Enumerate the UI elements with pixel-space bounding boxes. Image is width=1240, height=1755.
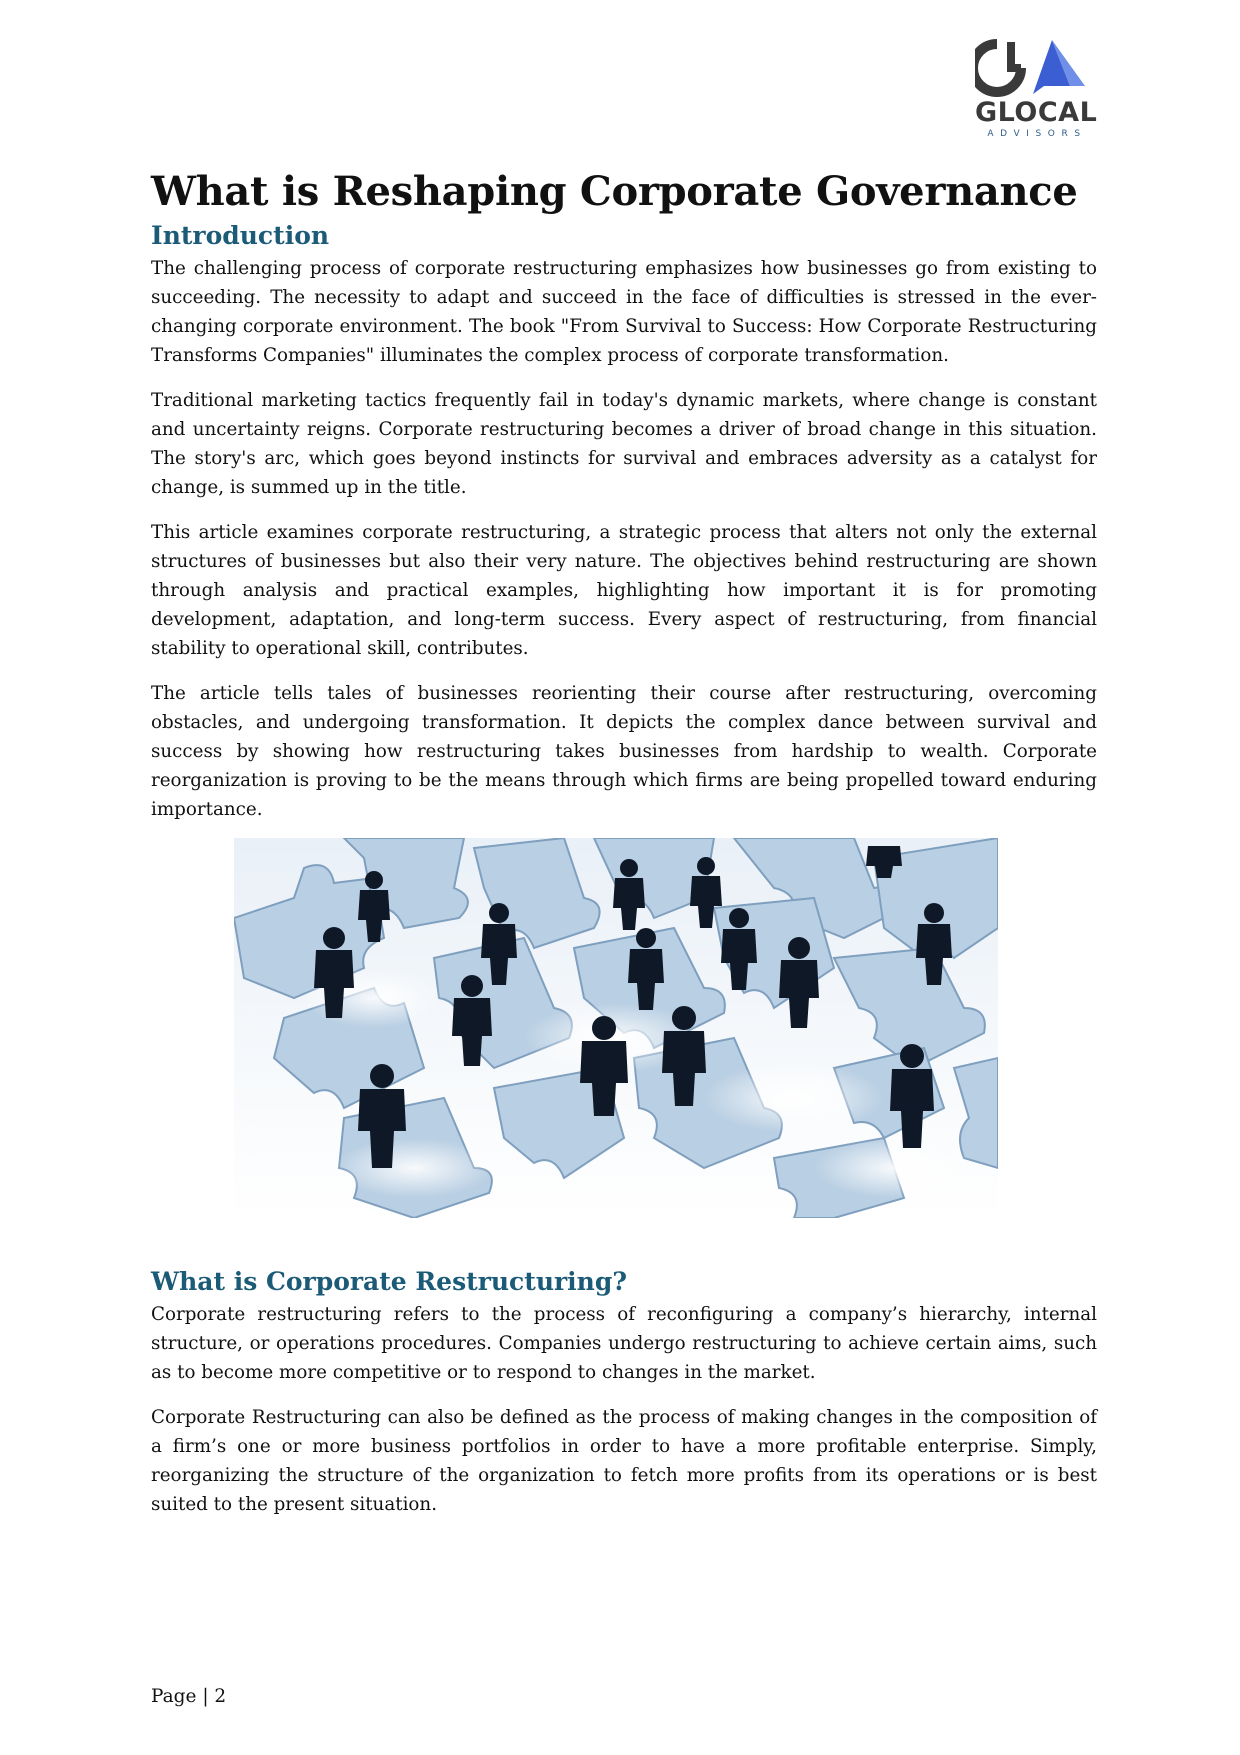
intro-paragraph-1: The challenging process of corporate restructuring emphasizes how businesses go from existing to succeeding. The necessity to adapt and succeed in the face of difficulties is stressed in the ever-changing corporate environment. The book "From Survival to Success: How Corporate Restructuring Transforms Companies" illuminates the complex process of corporate transformation. bbox=[151, 258, 1097, 366]
glocal-advisors-logo-icon bbox=[975, 38, 1095, 100]
document-body bbox=[151, 166, 1097, 1535]
business-people-on-puzzle-pieces-illustration bbox=[234, 838, 998, 1218]
page-title: What is Reshaping Corporate Governance bbox=[151, 168, 1078, 215]
glocal-advisors-logo bbox=[975, 38, 1098, 139]
intro-paragraph-4: The article tells tales of businesses reorienting their course after restructuring, overcoming obstacles, and undergoing transformation. It depicts the complex dance between survival and success by showing how restructuring takes businesses from hardship to wealth. Corporate reorganization is proving to be the means through which firms are being propelled toward enduring importance. bbox=[151, 683, 1097, 820]
section-heading-introduction: Introduction bbox=[151, 221, 330, 250]
restructuring-paragraph-2: Corporate Restructuring can also be defined as the process of making changes in the composition of a firm’s one or more business portfolios in order to have a more profitable enterprise. Simply, reorganizing the structure of the organization to fetch more profits from its operations or is best suited to the present situation. bbox=[151, 1407, 1097, 1515]
logo-wordmark: GLOCAL bbox=[975, 97, 1098, 128]
section-heading-corporate-restructuring: What is Corporate Restructuring? bbox=[151, 1267, 627, 1296]
intro-paragraph-3: This article examines corporate restructuring, a strategic process that alters not only the external structures of businesses but also their very nature. The objectives behind restructuring are shown through analysis and practical examples, highlighting how important it is for promoting development, adaptation, and long-term success. Every aspect of restructuring, from financial stability to operational skill, contributes. bbox=[151, 522, 1097, 659]
logo-tagline: ADVISORS bbox=[987, 129, 1087, 139]
restructuring-paragraph-1: Corporate restructuring refers to the process of reconfiguring a company’s hierarchy, internal structure, or operations procedures. Companies undergo restructuring to achieve certain aims, such as to become more competitive or to respond to changes in the market. bbox=[151, 1304, 1097, 1383]
intro-paragraph-2: Traditional marketing tactics frequently fail in today's dynamic markets, where change is constant and uncertainty reigns. Corporate restructuring becomes a driver of broad change in this situation. The story's arc, which goes beyond instincts for survival and embraces adversity as a catalyst for change, is summed up in the title. bbox=[151, 390, 1097, 498]
article-illustration bbox=[234, 838, 998, 1218]
page-number: Page | 2 bbox=[151, 1686, 227, 1707]
